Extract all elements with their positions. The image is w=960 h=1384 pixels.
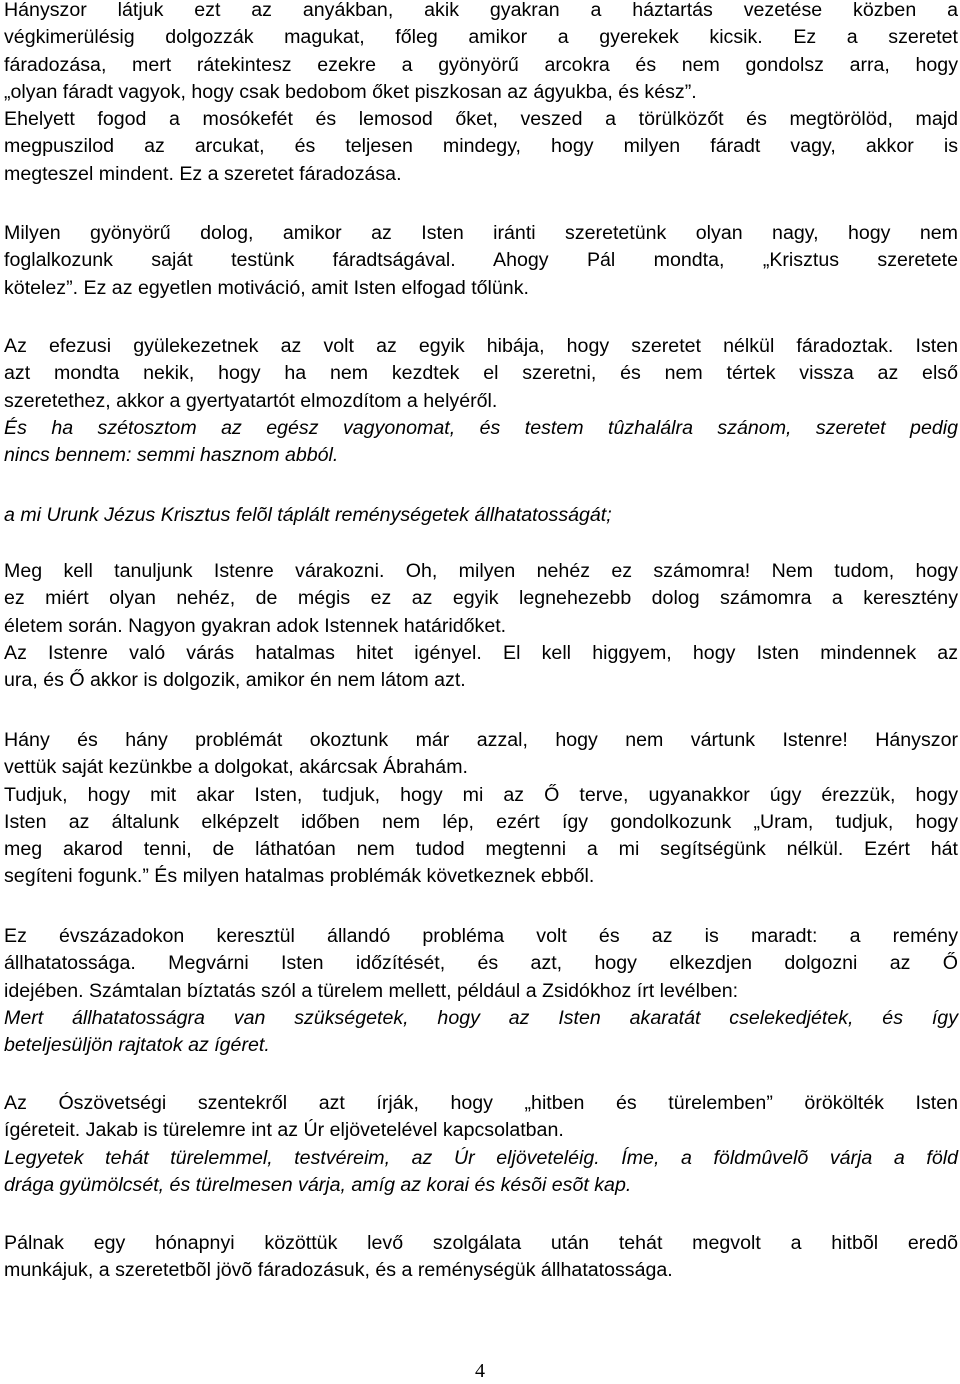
text-line: Tudjuk, hogy mit akar Isten, tudjuk, hogy mi az Ő terve, ugyanakkor úgy érezzük, hogy — [4, 783, 958, 806]
text-line: „olyan fáradt vagyok, hogy csak bedobom őket piszkosan az ágyukba, és kész”. — [4, 80, 697, 103]
quote-line: drága gyümölcsét, és türelmesen várja, amíg az korai és késõi esõt kap. — [4, 1173, 632, 1196]
paragraph-9 — [4, 1230, 958, 1285]
text-line: szeretethez, akkor a gyertyatartót elmozdítom a helyéről. — [4, 389, 498, 412]
quote-line: És ha szétosztom az egész vagyonomat, és testem tûzhalálra szánom, szeretet pedig — [4, 416, 958, 439]
text-line: életem során. Nagyon gyakran adok Istennek határidőket. — [4, 614, 507, 637]
paragraph-8 — [4, 1090, 958, 1199]
quote-line: Legyetek tehát türelemmel, testvéreim, az Úr eljöveteléig. Íme, a földmûvelõ várja a föld — [4, 1146, 958, 1169]
paragraph-6 — [4, 727, 958, 891]
text-line: Ez évszázadokon keresztül állandó probléma volt és az is maradt: a remény — [4, 925, 958, 947]
paragraph-7 — [4, 923, 958, 1059]
text-line: Ehelyett fogod a mosókefét és lemosod őket, veszed a törülközőt és megtörölöd, majd — [4, 108, 958, 131]
text-line: foglalkozunk saját testünk fáradtságával. Ahogy Pál mondta, „Krisztus szeretete — [4, 249, 958, 272]
quote-line: beteljesüljön rajtatok az ígéret. — [4, 1034, 270, 1057]
text-line: fáradozása, mert rátekintesz ezekre a gyönyörű arcokra és nem gondolsz arra, hogy — [4, 53, 958, 76]
text-line: Isten az általunk elképzelt időben nem lép, ezért így gondolkozunk „Uram, tudjuk, hogy — [4, 810, 958, 833]
quote-line: nincs bennem: semmi hasznom abból. — [4, 444, 339, 467]
text-line: megpuszilod az arcukat, és teljesen mindegy, hogy milyen fáradt vagy, akkor is — [4, 135, 958, 158]
quote-line: Mert állhatatosságra van szükségetek, hogy az Isten akaratát cselekedjétek, és így — [4, 1006, 958, 1029]
paragraph-5 — [4, 558, 958, 694]
paragraph-2 — [4, 220, 958, 302]
text-line: azt mondta nekik, hogy ha nem kezdtek el szeretni, és nem tértek vissza az első — [4, 362, 958, 385]
text-line: vettük saját kezünkbe a dolgokat, akárcsak Ábrahám. — [4, 756, 468, 779]
text-line: Az Istenre való várás hatalmas hitet igényel. El kell higgyem, hogy Isten mindennek az — [4, 641, 958, 664]
text-line: Hányszor látjuk ezt az anyákban, akik gyakran a háztartás vezetése közben a — [4, 0, 958, 21]
text-line: ez miért olyan nehéz, de mégis ez az egyik legnehezebb dolog számomra a keresztény — [4, 587, 958, 610]
text-line: Az efezusi gyülekezetnek az volt az egyik hibája, hogy szeretet nélkül fáradoztak. Isten — [4, 335, 958, 357]
text-line: kötelez”. Ez az egyetlen motiváció, amit Isten elfogad tőlünk. — [4, 276, 529, 299]
text-line: Milyen gyönyörű dolog, amikor az Isten iránti szeretetünk olyan nagy, hogy nem — [4, 222, 958, 244]
text-line: ura, és Ő akkor is dolgozik, amikor én nem látom azt. — [4, 669, 466, 692]
page-number: 4 — [475, 1360, 485, 1382]
text-line: Pálnak egy hónapnyi közöttük levő szolgálata után tehát megvolt a hitbõl eredõ — [4, 1232, 958, 1254]
text-line: állhatatossága. Megvárni Isten időzítését, és azt, hogy elkezdjen dolgozni az Ő — [4, 952, 958, 975]
text-line: ígéreteit. Jakab is türelemre int az Úr eljövetelével kapcsolatban. — [4, 1119, 564, 1142]
paragraph-1 — [4, 0, 958, 188]
text-line: munkájuk, a szeretetbõl jövõ fáradozásuk, és a reménységük állhatatossága. — [4, 1259, 673, 1282]
text-line: Hány és hány problémát okoztunk már azzal, hogy nem vártunk Istenre! Hányszor — [4, 729, 958, 751]
paragraph-4 — [4, 502, 958, 529]
text-line: megteszel mindent. Ez a szeretet fáradozása. — [4, 162, 402, 185]
text-line: Az Ószövetségi szentekről azt írják, hogy „hitben és türelemben” örökölték Isten — [4, 1092, 958, 1114]
text-line: segíteni fogunk.” És milyen hatalmas problémák következnek ebből. — [4, 865, 595, 888]
paragraph-3 — [4, 333, 958, 469]
text-line: Meg kell tanuljunk Istenre várakozni. Oh, milyen nehéz ez számomra! Nem tudom, hogy — [4, 560, 958, 582]
text-line: idejében. Számtalan bíztatás szól a türelem mellett, például a Zsidókhoz írt levélben: — [4, 979, 739, 1002]
text-line: meg akarod tenni, de láthatóan nem tudod megtenni a mi segítségünk nélkül. Ezért hát — [4, 838, 958, 861]
quote-line: a mi Urunk Jézus Krisztus felõl táplált reménységetek állhatatosságát; — [4, 504, 612, 526]
text-line: végkimerülésig dolgozzák magukat, főleg amikor a gyerekek kicsik. Ez a szeretet — [4, 26, 958, 49]
